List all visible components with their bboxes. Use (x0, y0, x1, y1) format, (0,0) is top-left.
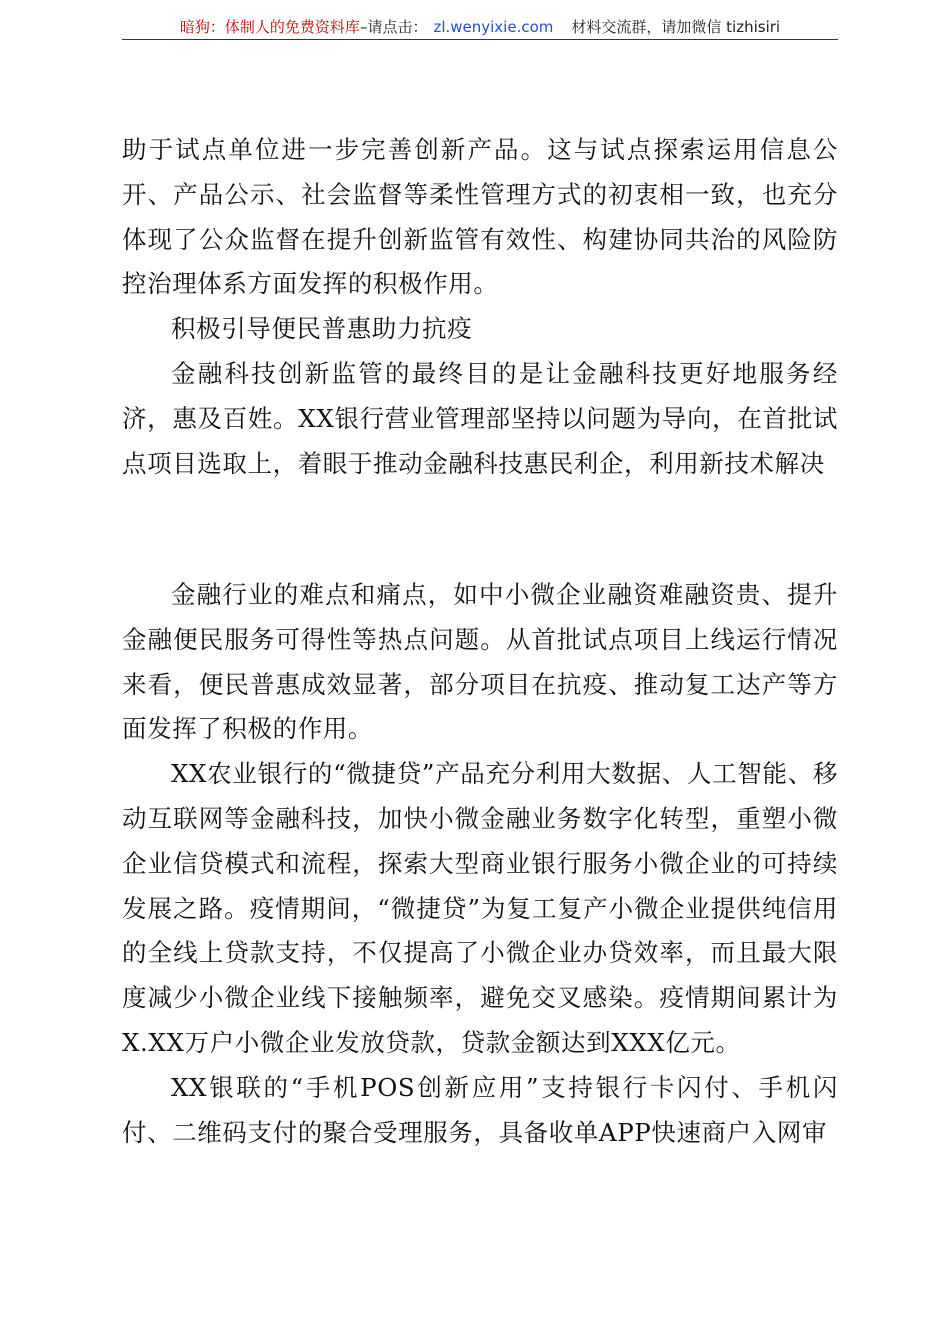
page-header (122, 16, 838, 38)
header-divider (122, 39, 838, 40)
header-prompt: –请点击： (359, 18, 428, 36)
header-note: 材料交流群，请加微信 tizhisiri (571, 18, 781, 36)
paragraph-continued: 助于试点单位进一步完善创新产品。这与试点探索运用信息公开、产品公示、社会监督等柔性管理方式的初衷相一致，也充分体现了公众监督在提升创新监管有效性、构建协同共治的风险防控治理体系方面发挥的积极作用。 (122, 135, 838, 299)
header-link[interactable]: zl.wenyixie.com (433, 18, 554, 36)
text-block-1 (122, 128, 838, 486)
paragraph: 金融科技创新监管的最终目的是让金融科技更好地服务经济，惠及百姓。XX银行营业管理部坚持以问题为导向，在首批试点项目选取上，着眼于推动金融科技惠民利企，利用新技术解决 (122, 358, 838, 478)
paragraph: 金融行业的难点和痛点，如中小微企业融资难融资贵、提升金融便民服务可得性等热点问题。从首批试点项目上线运行情况来看，便民普惠成效显著，部分项目在抗疫、推动复工达产等方面发挥了积极的作用。 (122, 580, 838, 744)
paragraph: XX农业银行的“微捷贷”产品充分利用大数据、人工智能、移动互联网等金融科技，加快小微金融业务数字化转型，重塑小微企业信贷模式和流程，探索大型商业银行服务小微企业的可持续发展之路。疫情期间，“微捷贷”为复工复产小微企业提供纯信用的全线上贷款支持，不仅提高了小微企业办贷效率，而且最大限度减少小微企业线下接触频率，避免交叉感染。疫情期间累计为X.XX万户小微企业发放贷款，贷款金额达到XXX亿元。 (122, 759, 838, 1057)
text-block-2 (122, 573, 838, 1155)
header-brand: 暗狗：体制人的免费资料库 (179, 18, 360, 36)
paragraph: XX银联的“手机POS创新应用”支持银行卡闪付、手机闪付、二维码支付的聚合受理服务，具备收单APP快速商户入网审 (122, 1072, 838, 1147)
section-heading: 积极引导便民普惠助力抗疫 (171, 314, 473, 344)
